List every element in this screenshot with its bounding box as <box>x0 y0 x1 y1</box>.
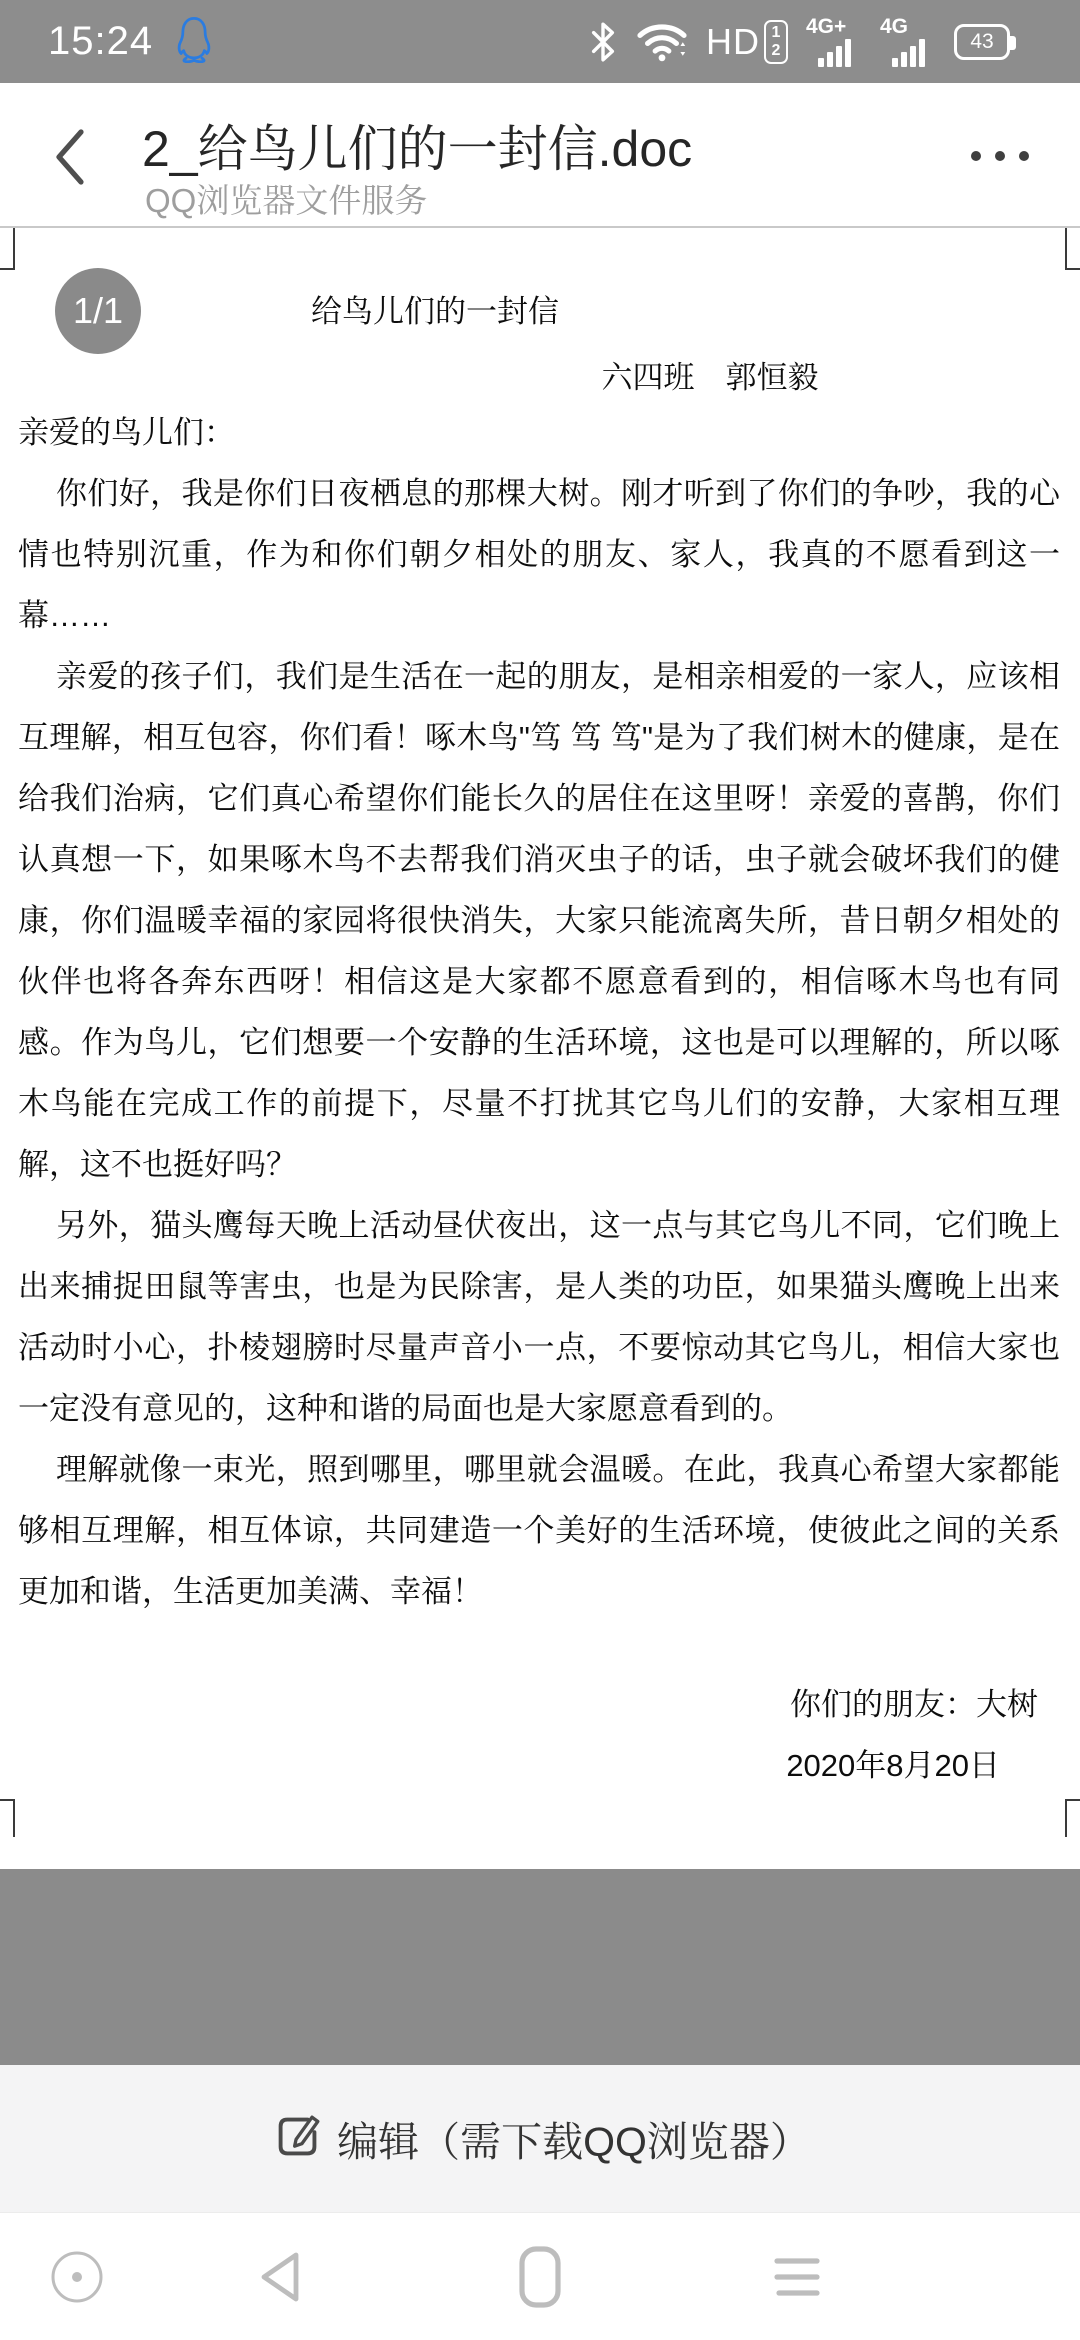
wifi-icon <box>636 21 688 63</box>
battery-icon <box>954 24 1010 60</box>
letter-body <box>18 402 1060 1796</box>
file-source-label: QQ浏览器文件服务 <box>145 182 428 219</box>
file-title: 2_给鸟儿们的一封信.doc <box>142 121 693 177</box>
qq-penguin-icon <box>173 15 215 68</box>
letter-date: 2020年8月20日 <box>786 1748 1000 1783</box>
nav-assistant-button[interactable] <box>37 2213 117 2340</box>
edit-button[interactable] <box>0 2065 1080 2212</box>
letter-paragraph-1: 你们好，我是你们日夜栖息的那棵大树。刚才听到了你们的争吵，我的心情也特别沉重，作为和你们朝夕相处的朋友、家人，我真的不愿看到这一幕…… <box>18 476 1060 633</box>
letter-author: 六四班 郭恒毅 <box>601 360 819 395</box>
edit-button-label: 编辑（需下载QQ浏览器） <box>337 2119 811 2165</box>
page-corner-bottom-right <box>1060 1799 1080 1839</box>
nav-menu-button[interactable] <box>757 2213 837 2340</box>
app-header <box>0 83 1080 228</box>
signal-sim2-icon: 4G <box>880 16 936 67</box>
document-page[interactable] <box>0 230 1080 1869</box>
letter-signature: 你们的朋友：大树 <box>790 1687 1038 1722</box>
signal-sim1-icon: 4G+ <box>806 16 862 67</box>
page-corner-top-left <box>0 228 20 272</box>
letter-paragraph-4: 理解就像一束光，照到哪里，哪里就会温暖。在此，我真心希望大家都能够相互理解，相互体谅，共同建造一个美好的生活环境，使彼此之间的关系更加和谐，生活更加美满、幸福！ <box>18 1452 1060 1609</box>
letter-salutation: 亲爱的鸟儿们： <box>18 415 235 450</box>
page-corner-top-right <box>1060 228 1080 272</box>
letter-paragraph-3: 另外，猫头鹰每天晚上活动昼伏夜出，这一点与其它鸟儿不同，它们晚上出来捕捉田鼠等害虫，也是为民除害，是人类的功臣，如果猫头鹰晚上出来活动时小心，扑棱翅膀时尽量声音小一点，不要惊动其它鸟儿，相信大家也一定没有意见的，这种和谐的局面也是大家愿意看到的。 <box>18 1208 1060 1426</box>
back-button[interactable] <box>40 107 100 207</box>
page-indicator-badge: 1/1 <box>55 268 141 354</box>
dimmed-background-band <box>0 1869 1080 2065</box>
nav-back-button[interactable] <box>239 2213 319 2340</box>
edit-pencil-icon <box>269 2107 327 2170</box>
status-bar <box>0 0 1080 83</box>
page-corner-bottom-left <box>0 1799 20 1839</box>
bluetooth-icon <box>588 21 618 63</box>
status-time: 15:24 <box>48 19 154 63</box>
more-menu-button[interactable] <box>960 131 1040 181</box>
letter-title: 给鸟儿们的一封信 <box>311 294 559 329</box>
battery-percent: 43 <box>970 30 994 53</box>
system-nav-bar <box>0 2212 1080 2340</box>
letter-paragraph-2: 亲爱的孩子们，我们是生活在一起的朋友，是相亲相爱的一家人，应该相互理解，相互包容，你们看！啄木鸟"笃 笃 笃"是为了我们树木的健康，是在给我们治病，它们真心希望你们能长久的居住在这里呀！亲爱的喜鹊，你们认真想一下，如果啄木鸟不去帮我们消灭虫子的话，虫子就会破坏我们的健康，你们温暖幸福的家园将很快消失，大家只能流离失所，昔日朝夕相处的伙伴也将各奔东西呀！相信这是大家都不愿意看到的，相信啄木鸟也有同感。作为鸟儿，它们想要一个安静的生活环境，这也是可以理解的，所以啄木鸟能在完成工作的前提下，尽量不打扰其它鸟儿们的安静，大家相互理解，这不也挺好吗？ <box>18 659 1060 1182</box>
nav-home-button[interactable] <box>500 2213 580 2340</box>
hd-volte-icon: HD 1 2 <box>706 20 788 64</box>
